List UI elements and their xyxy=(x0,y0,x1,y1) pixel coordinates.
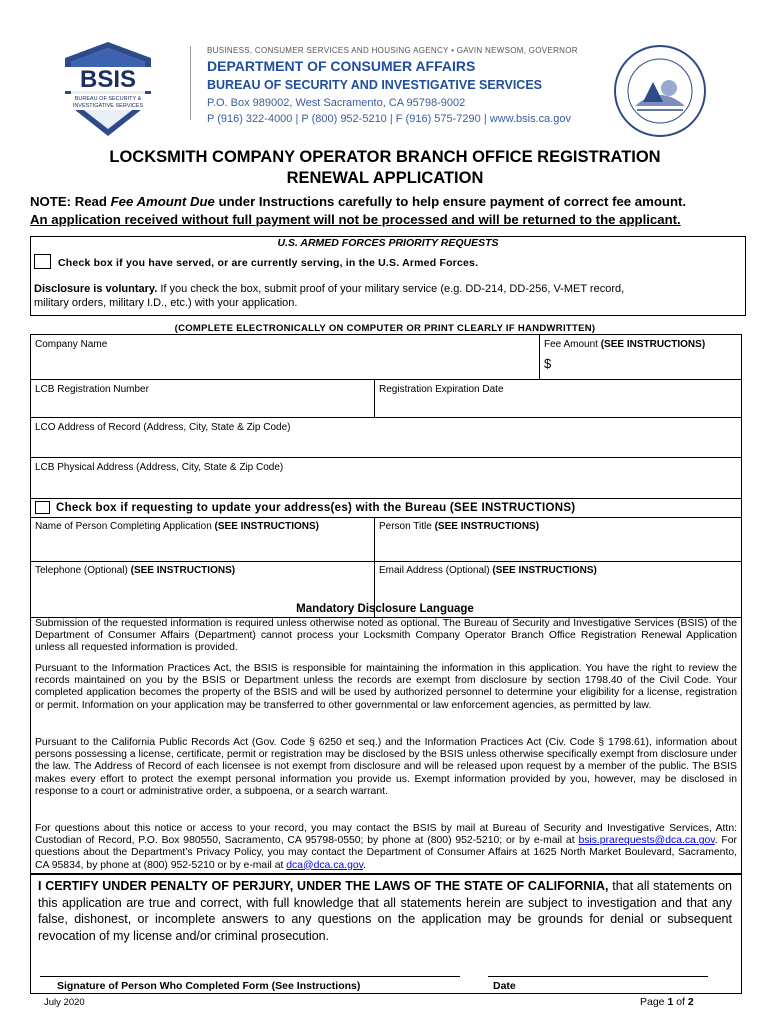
row-divider xyxy=(30,517,742,518)
registration-expiration-label: Registration Expiration Date xyxy=(379,384,504,395)
person-title-label: Person Title (SEE INSTRUCTIONS) xyxy=(379,521,540,532)
agency-line: BUSINESS, CONSUMER SERVICES AND HOUSING AGENCY • GAVIN NEWSOM, GOVERNOR xyxy=(207,46,578,55)
row-divider xyxy=(30,379,742,380)
lco-address-input[interactable] xyxy=(35,434,735,454)
signature-line xyxy=(40,976,460,977)
header-divider xyxy=(190,46,191,120)
disclosure-paragraph-4: For questions about this notice or access to your record, you may contact the BSIS by mail at Bureau of Security and Investigative Services, Attn: Custodian of Record, P.O. Box 980550, Sacramento, CA 95798-0550; by phone at (800) 952-5210; or by e-mail at bsis.prarequests@dca.ca.gov. For questions about the Department’s Privacy Policy, you may contact the Department of Consumer Affairs at 1625 North Market Boulevard, Sacramento, CA 95834, by phone at (800) 952-5210 or by e-mail at dca@dca.ca.gov. xyxy=(35,823,737,871)
revision-date: July 2020 xyxy=(44,997,85,1008)
voluntary-disclosure-line2: military orders, military I.D., etc.) with your application. xyxy=(34,297,298,309)
lcb-registration-label: LCB Registration Number xyxy=(35,384,149,395)
date-input[interactable] xyxy=(488,955,708,975)
date-line xyxy=(488,976,708,977)
update-address-label: Check box if requesting to update your address(es) with the Bureau (SEE INSTRUCTIONS) xyxy=(56,502,576,514)
bsis-logo xyxy=(55,40,161,138)
disclosure-paragraph-2: Pursuant to the Information Practices Act, the BSIS is responsible for maintaining the information in this application. You have the right to review the records maintained on you by the BSIS or Department unless the records are exempt from disclosure by section 1798.40 of the Civil Code. Your completed application becomes the property of the BSIS and will be used by authorized personnel to determine your eligibility for a license, registration or permit. Information on your application may be transferred to other governmental or law enforcement agencies, as permitted by law. xyxy=(35,663,737,711)
fee-note: NOTE: Read Fee Amount Due under Instructions carefully to help ensure payment of correct fee amount. xyxy=(30,194,687,209)
payment-warning: An application received without full payment will not be processed and will be returned to the applicant. xyxy=(30,212,681,227)
person-name-label: Name of Person Completing Application (SEE INSTRUCTIONS) xyxy=(35,521,319,532)
bureau-address: P.O. Box 989002, West Sacramento, CA 95798-9002 xyxy=(207,97,466,109)
person-title-input[interactable] xyxy=(379,533,737,558)
complete-instructions: (COMPLETE ELECTRONICALLY ON COMPUTER OR PRINT CLEARLY IF HANDWRITTEN) xyxy=(174,323,596,334)
fee-amount-label: Fee Amount (SEE INSTRUCTIONS) xyxy=(544,339,706,350)
svg-text:BUREAU OF SECURITY &: BUREAU OF SECURITY & xyxy=(74,96,142,102)
svg-text:INVESTIGATIVE SERVICES: INVESTIGATIVE SERVICES xyxy=(72,103,144,109)
row-divider xyxy=(30,498,742,499)
company-name-label: Company Name xyxy=(35,339,108,350)
dca-email-link[interactable]: dca@dca.ca.gov xyxy=(286,859,364,871)
signature-label: Signature of Person Who Completed Form (See Instructions) xyxy=(57,980,361,992)
person-name-input[interactable] xyxy=(35,533,370,558)
row-divider xyxy=(30,417,742,418)
fee-amount-input[interactable] xyxy=(556,352,738,376)
company-name-input[interactable] xyxy=(35,350,535,376)
department-name: DEPARTMENT OF CONSUMER AFFAIRS xyxy=(207,58,476,74)
lcb-physical-address-label: LCB Physical Address (Address, City, State & Zip Code) xyxy=(35,462,284,473)
bureau-name: BUREAU OF SECURITY AND INVESTIGATIVE SERVICES xyxy=(207,78,543,92)
row-divider xyxy=(30,561,742,562)
lcb-physical-address-input[interactable] xyxy=(35,474,735,494)
form-title-line2: RENEWAL APPLICATION xyxy=(286,169,484,187)
form-title-line1: LOCKSMITH COMPANY OPERATOR BRANCH OFFICE REGISTRATION xyxy=(109,148,661,166)
row-divider xyxy=(30,457,742,458)
signature-input[interactable] xyxy=(40,955,460,975)
lco-address-label: LCO Address of Record (Address, City, State & Zip Code) xyxy=(35,422,291,433)
disclosure-paragraph-1: Submission of the requested information is required unless otherwise noted as optional. The Bureau of Security and Investigative Services (BSIS) of the Department of Consumer Affairs (Department) cannot process your Locksmith Company Operator Branch Office Registration Renewal Application unless all requested information is provided. xyxy=(35,618,737,654)
email-label: Email Address (Optional) (SEE INSTRUCTIONS) xyxy=(379,565,597,576)
date-label: Date xyxy=(493,980,516,992)
disclosure-heading: Mandatory Disclosure Language xyxy=(296,603,474,615)
disclosure-paragraph-3: Pursuant to the California Public Records Act (Gov. Code § 6250 et seq.) and the Information Practices Act (Civ. Code § 1798.61), information about persons possessing a license, certificate, permit or registration may be disclosed by the BSIS unless otherwise specifically exempt from disclosure under the law. The Address of Record of each licensee is not exempt from disclosure and will be released upon request by a member of the public. The BSIS makes every effort to protect the exempt personal information you provide us. Exempt information provided by you, however, may be disclosed in response to a court or administrative order, a subpoena, or a search warrant. xyxy=(35,737,737,797)
registration-expiration-input[interactable] xyxy=(379,396,737,414)
bureau-phones: P (916) 322-4000 | P (800) 952-5210 | F (916) 575-7290 | www.bsis.ca.gov xyxy=(207,113,572,125)
update-address-checkbox[interactable] xyxy=(35,501,50,514)
page-number: Page 1 of 2 xyxy=(640,996,694,1008)
svg-text:BSIS: BSIS xyxy=(79,66,137,93)
armed-forces-checkbox[interactable] xyxy=(34,254,51,269)
california-seal-icon xyxy=(613,44,707,138)
armed-forces-checkbox-label: Check box if you have served, or are currently serving, in the U.S. Armed Forces. xyxy=(58,257,479,269)
armed-forces-heading: U.S. ARMED FORCES PRIORITY REQUESTS xyxy=(277,237,499,249)
lcb-registration-input[interactable] xyxy=(35,396,370,414)
certification-statement: I CERTIFY UNDER PENALTY OF PERJURY, UNDER THE LAWS OF THE STATE OF CALIFORNIA, that all statements on this application are true and correct, with full knowledge that all statements herein are subject to investigation and that any false, dishonest, or incomplete answers to any questions on the application may be grounds for denial or subsequent revocation of my license and/or criminal prosecution. xyxy=(38,879,732,943)
dollar-sign: $ xyxy=(544,356,552,371)
voluntary-disclosure: Disclosure is voluntary. If you check the box, submit proof of your military service (e.g. DD-214, DD-256, V-MET record, xyxy=(34,283,625,295)
col-divider xyxy=(539,334,540,379)
bsis-email-link[interactable]: bsis.prarequests@dca.ca.gov xyxy=(578,835,715,847)
col-divider xyxy=(374,379,375,417)
telephone-label: Telephone (Optional) (SEE INSTRUCTIONS) xyxy=(35,565,236,576)
